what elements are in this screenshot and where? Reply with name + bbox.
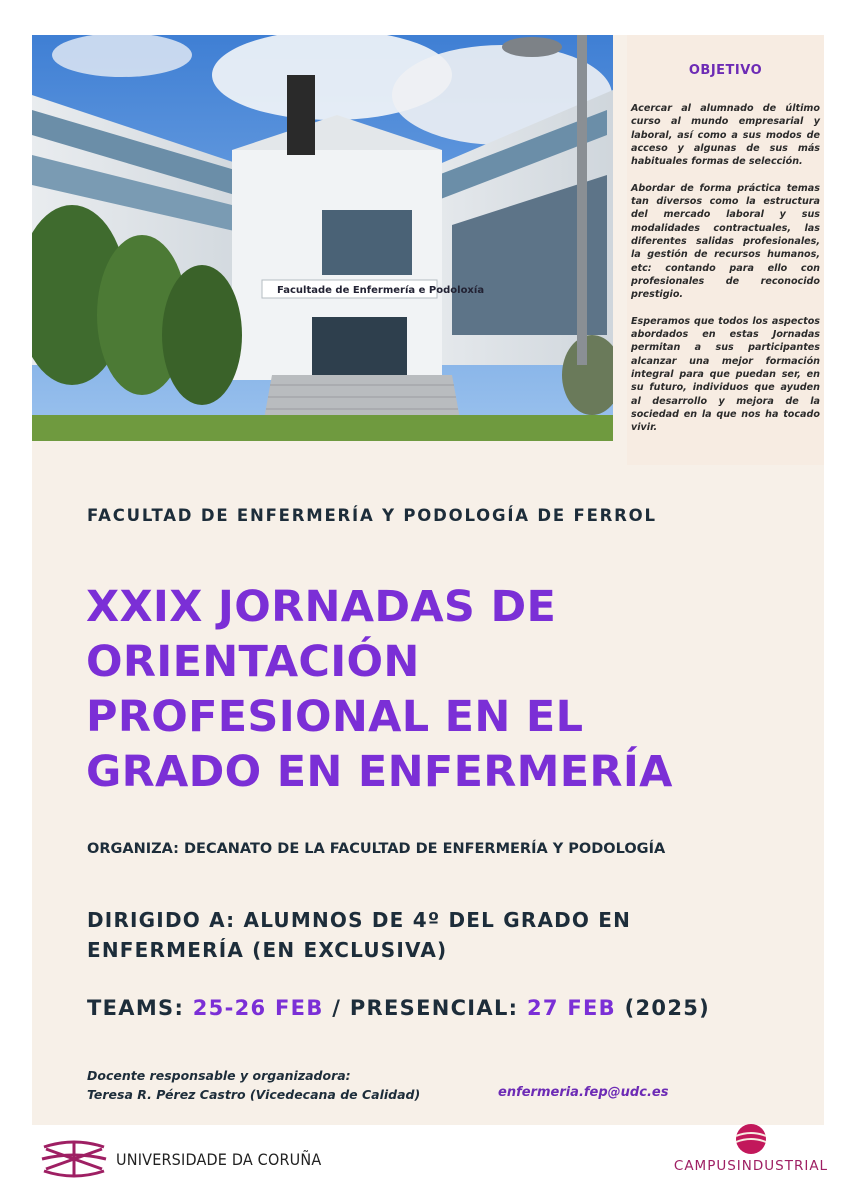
udc-emblem-icon — [40, 1139, 108, 1179]
responsible-teacher — [87, 1066, 420, 1104]
udc-logo — [40, 1139, 321, 1179]
presencial-date: 27 FEB — [526, 996, 616, 1020]
teams-dates: 25-26 FEB — [192, 996, 324, 1020]
teacher-label: Docente responsable y organizadora: — [87, 1068, 351, 1083]
teacher-name: Teresa R. Pérez Castro (Vicedecana de Calidad) — [87, 1087, 421, 1102]
campus-industrial-logo — [670, 1122, 832, 1182]
dates-line — [87, 996, 710, 1020]
campus-emblem-icon — [670, 1122, 832, 1158]
building-photo — [32, 35, 613, 441]
objetivo-box — [627, 35, 824, 465]
building-sign: Facultade de Enfermería e Podoloxía — [277, 285, 485, 296]
campus-name: CAMPUSINDUSTRIAL — [673, 1158, 829, 1174]
objetivo-paragraph: Esperamos que todos los aspectos abordados en estas Jornadas permitan a sus participantes alcanzar una mejor formación integral para que puedan ser, en su futuro, individuos que ayuden al desarrollo y mejora de la sociedad en la que nos ha tocado vivir. — [631, 315, 820, 434]
event-title-line: ORIENTACIÓN — [86, 637, 420, 687]
event-title-line: PROFESIONAL EN EL — [86, 692, 584, 742]
objetivo-title: OBJETIVO — [688, 63, 763, 78]
organizer-line: ORGANIZA: DECANATO DE LA FACULTAD DE ENFERMERÍA Y PODOLOGÍA — [87, 841, 666, 857]
objetivo-paragraph: Abordar de forma práctica temas tan diversos como la estructura del mercado laboral y sus modalidades contractuales, las diferentes salidas profesionales, la gestión de recursos humanos, etc: contando para ello con profesionales de reconocido prestigio. — [631, 182, 820, 301]
faculty-heading: FACULTAD DE ENFERMERÍA Y PODOLOGÍA DE FERROL — [87, 506, 657, 525]
year: (2025) — [616, 996, 711, 1020]
event-title — [86, 580, 806, 800]
event-title-line: XXIX JORNADAS DE — [86, 582, 557, 632]
audience-line: DIRIGIDO A: ALUMNOS DE 4º DEL GRADO EN ENFERMERÍA (EN EXCLUSIVA) — [87, 908, 632, 962]
contact-email[interactable]: enfermeria.fep@udc.es — [498, 1085, 669, 1100]
event-title-line: GRADO EN ENFERMERÍA — [86, 747, 673, 797]
udc-name: UNIVERSIDADE DA CORUÑA — [116, 1149, 322, 1169]
objetivo-text — [631, 102, 820, 448]
teams-label: TEAMS: — [87, 996, 193, 1020]
objetivo-paragraph: Acercar al alumnado de último curso al mundo empresarial y laboral, así como a sus modos de acceso y algunas de sus más habituales formas de selección. — [631, 103, 820, 168]
presencial-label: / PRESENCIAL: — [323, 996, 527, 1020]
